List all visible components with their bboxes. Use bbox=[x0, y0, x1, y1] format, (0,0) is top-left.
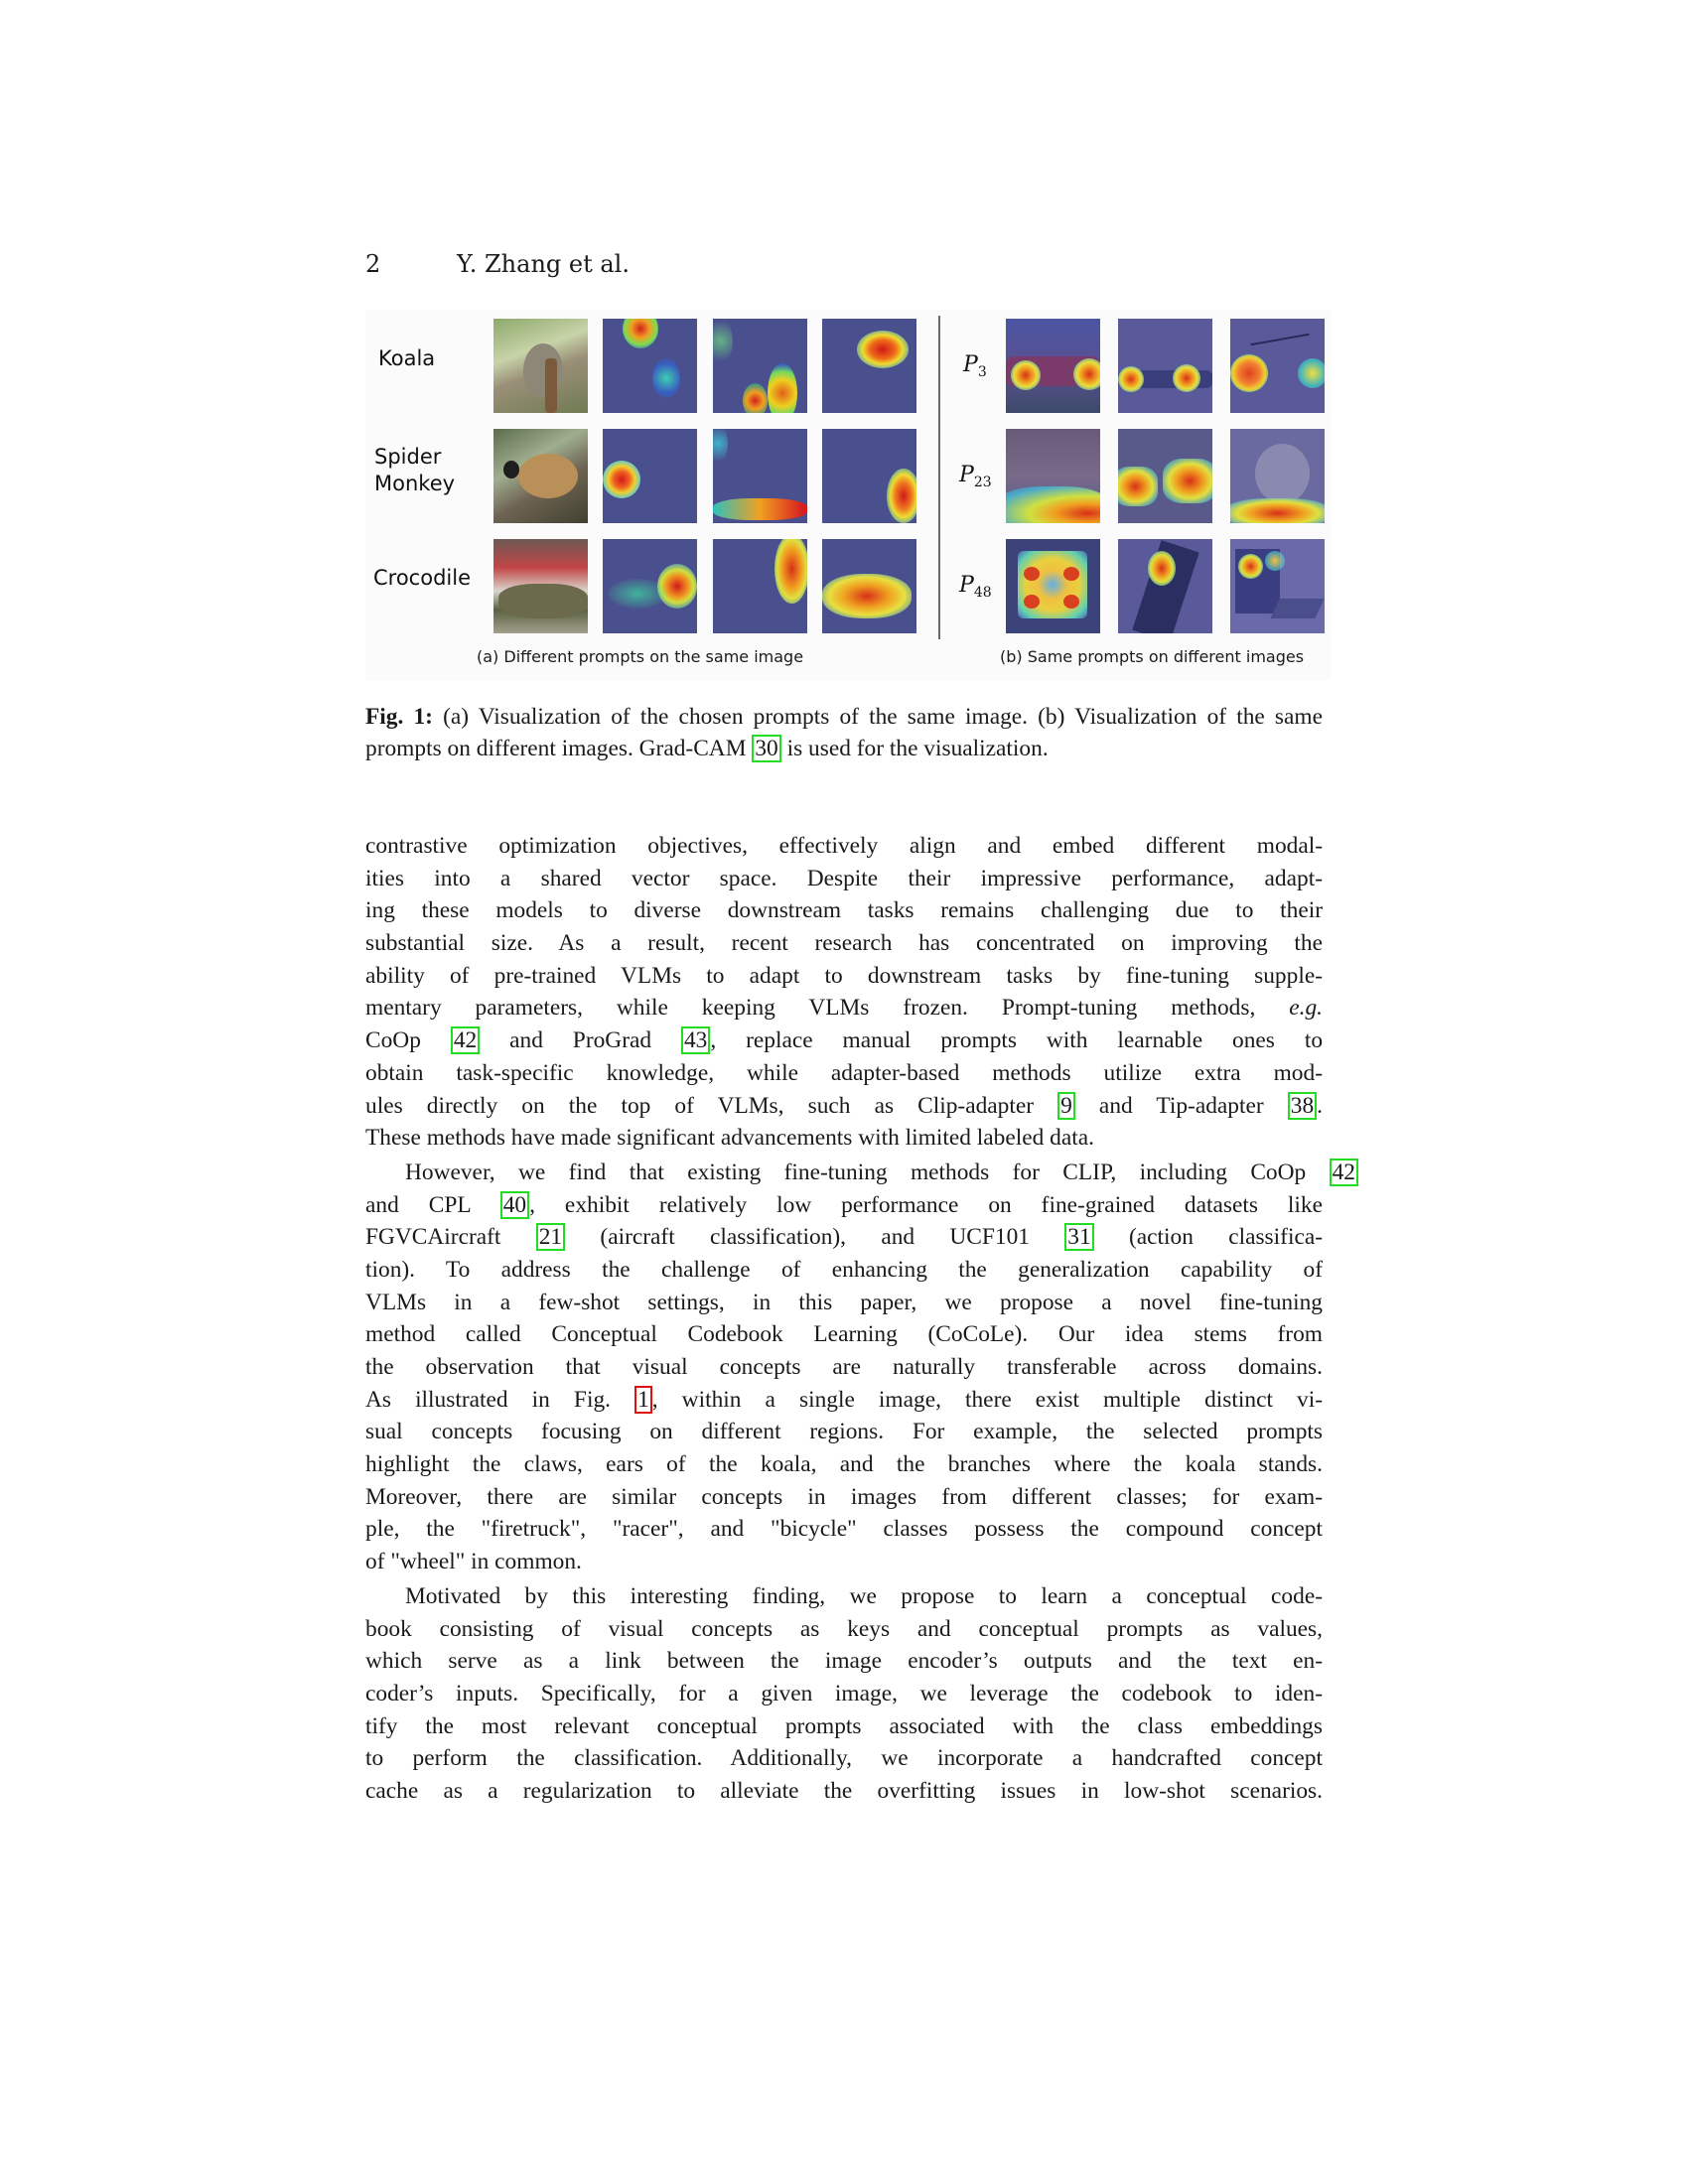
text-line: coder’s inputs. Specifically, for a given image, we leverage the codebook to iden- bbox=[365, 1680, 1323, 1706]
citation-link[interactable]: 42 bbox=[451, 1026, 480, 1054]
text-line: which serve as a link between the image encoder’s outputs and the text en- bbox=[365, 1648, 1323, 1675]
text-line bbox=[365, 1157, 1358, 1189]
text-line: to perform the classification. Additionally, we incorporate a handcrafted concept bbox=[365, 1745, 1323, 1772]
text-line bbox=[365, 1221, 1323, 1254]
atm-heatmap bbox=[1006, 539, 1100, 633]
text-line: method called Conceptual Codebook Learning (CoCoLe). Our idea stems from bbox=[365, 1321, 1323, 1348]
row-label-crocodile bbox=[373, 565, 471, 592]
paragraph-3 bbox=[365, 1580, 1323, 1808]
text-line: ple, the "firetruck", "racer", and "bicycle" classes possess the compound concept bbox=[365, 1516, 1323, 1543]
prompt-index: 48 bbox=[973, 585, 992, 601]
koala-heatmap-3 bbox=[822, 319, 916, 413]
row-label-text: Koala bbox=[378, 346, 436, 370]
row-label-koala bbox=[378, 345, 435, 372]
figure-label: Fig. 1: bbox=[365, 704, 433, 730]
bicycle-heatmap bbox=[1230, 319, 1325, 413]
text-span: (aircraft classification), and UCF101 bbox=[565, 1224, 1065, 1251]
citation-link[interactable]: 38 bbox=[1288, 1092, 1317, 1120]
caption-text: is used for the visualization. bbox=[780, 736, 1049, 761]
koala-original-image bbox=[493, 319, 588, 413]
citation-link[interactable]: 31 bbox=[1064, 1223, 1093, 1251]
text-span: , within a single image, there exist multiple distinct vi- bbox=[651, 1386, 1324, 1413]
caption-text: (a) Visualization of the chosen prompts of the same image. (b) Visualization of the same prompts on different images. Grad-CAM bbox=[365, 704, 1323, 761]
text-line: ability of pre-trained VLMs to adapt to downstream tasks by fine-tuning supple- bbox=[365, 962, 1323, 989]
text-line: tion). To address the challenge of enhancing the generalization capability of bbox=[365, 1256, 1323, 1283]
text-span: (action classifica- bbox=[1093, 1224, 1324, 1251]
spider-monkey-original-image bbox=[493, 429, 588, 523]
paragraph-1 bbox=[365, 830, 1323, 1155]
subcaption-b: (b) Same prompts on different images bbox=[1000, 647, 1305, 666]
text-span: As illustrated in Fig. bbox=[365, 1386, 635, 1413]
text-line: tify the most relevant conceptual prompts associated with the class embeddings bbox=[365, 1712, 1323, 1739]
text-span: mentary parameters, while keeping VLMs frozen. Prompt-tuning methods, bbox=[365, 995, 1290, 1022]
running-head: Y. Zhang et al. bbox=[457, 250, 630, 278]
text-span: and Tip-adapter bbox=[1074, 1092, 1288, 1119]
text-span-italic: e.g. bbox=[1289, 995, 1323, 1022]
husky-heatmap bbox=[1230, 429, 1325, 523]
page-number: 2 bbox=[365, 250, 381, 278]
text-line: obtain task-specific knowledge, while adapter-based methods utilize extra mod- bbox=[365, 1059, 1323, 1086]
p23-image-1-heatmap bbox=[1006, 429, 1100, 523]
spider-monkey-heatmap-2 bbox=[713, 429, 807, 523]
text-span: and CPL bbox=[365, 1191, 500, 1218]
text-span: CoOp bbox=[365, 1027, 451, 1054]
text-line: Moreover, there are similar concepts in images from different classes; for exam- bbox=[365, 1483, 1323, 1510]
text-line: ing these models to diverse downstream tasks remains challenging due to their bbox=[365, 897, 1323, 924]
text-line: ities into a shared vector space. Despite their impressive performance, adapt- bbox=[365, 865, 1323, 891]
text-line: VLMs in a few-shot settings, in this paper, we propose a novel fine-tuning bbox=[365, 1289, 1323, 1315]
text-line: the observation that visual concepts are naturally transferable across domains. bbox=[365, 1354, 1323, 1380]
text-span: However, we find that existing fine-tuning methods for CLIP, including CoOp bbox=[405, 1159, 1330, 1185]
figure-caption bbox=[365, 701, 1323, 764]
text-line bbox=[365, 1024, 1323, 1057]
panel-divider bbox=[938, 316, 940, 639]
prompt-symbol: P bbox=[959, 573, 974, 598]
laptop-heatmap bbox=[1230, 539, 1325, 633]
racer-heatmap bbox=[1118, 319, 1212, 413]
row-label-text: Spider bbox=[374, 445, 442, 469]
subcaption-a: (a) Different prompts on the same image bbox=[477, 647, 804, 666]
text-span: , replace manual prompts with learnable ones to bbox=[710, 1027, 1324, 1054]
crocodile-heatmap-2 bbox=[713, 539, 807, 633]
koala-heatmap-1 bbox=[603, 319, 697, 413]
text-line: cache as a regularization to alleviate the overfitting issues in low-shot scenarios. bbox=[365, 1777, 1323, 1804]
citation-link[interactable]: 43 bbox=[681, 1026, 710, 1054]
prompt-label-p48 bbox=[959, 573, 992, 601]
text-line: sual concepts focusing on different regions. For example, the selected prompts bbox=[365, 1419, 1323, 1445]
text-line: These methods have made significant advancements with limited labeled data. bbox=[365, 1125, 1094, 1152]
body-text bbox=[365, 830, 1355, 1808]
figure-1 bbox=[365, 310, 1331, 681]
text-span: . bbox=[1317, 1092, 1323, 1119]
row-label-spider-monkey bbox=[374, 444, 455, 497]
firetruck-heatmap bbox=[1006, 319, 1100, 413]
text-span: ules directly on the top of VLMs, such as Clip-adapter bbox=[365, 1092, 1058, 1119]
text-line bbox=[365, 1090, 1323, 1123]
prompt-index: 3 bbox=[977, 364, 987, 380]
text-line: contrastive optimization objectives, effectively align and embed different modal- bbox=[365, 833, 1323, 859]
crocodile-heatmap-1 bbox=[603, 539, 697, 633]
cellphone-heatmap bbox=[1118, 539, 1212, 633]
text-line: book consisting of visual concepts as keys and conceptual prompts as values, bbox=[365, 1615, 1323, 1642]
text-line: highlight the claws, ears of the koala, and the branches where the koala stands. bbox=[365, 1451, 1323, 1478]
prompt-symbol: P bbox=[959, 463, 974, 487]
crocodile-original-image bbox=[493, 539, 588, 633]
prompt-index: 23 bbox=[973, 475, 992, 490]
citation-link[interactable]: 30 bbox=[752, 735, 780, 762]
spider-monkey-heatmap-3 bbox=[822, 429, 916, 523]
citation-link[interactable]: 21 bbox=[536, 1223, 565, 1251]
citation-link[interactable]: 9 bbox=[1057, 1092, 1075, 1120]
text-line: substantial size. As a result, recent research has concentrated on improving the bbox=[365, 930, 1323, 957]
figure-reference-link[interactable]: 1 bbox=[634, 1386, 652, 1414]
row-label-text: Monkey bbox=[374, 472, 456, 495]
citation-link[interactable]: 40 bbox=[500, 1191, 529, 1219]
citation-link[interactable]: 42 bbox=[1330, 1159, 1358, 1186]
p23-image-2-heatmap bbox=[1118, 429, 1212, 523]
text-span: , exhibit relatively low performance on fine-grained datasets like bbox=[529, 1191, 1324, 1218]
prompt-label-p23 bbox=[959, 463, 992, 490]
crocodile-heatmap-3 bbox=[822, 539, 916, 633]
paragraph-2 bbox=[365, 1157, 1355, 1578]
text-line bbox=[365, 1189, 1323, 1222]
prompt-label-p3 bbox=[963, 352, 987, 380]
text-span: FGVCAircraft bbox=[365, 1224, 536, 1251]
koala-heatmap-2 bbox=[713, 319, 807, 413]
text-line: of "wheel" in common. bbox=[365, 1549, 582, 1575]
text-line bbox=[365, 992, 1323, 1024]
spider-monkey-heatmap-1 bbox=[603, 429, 697, 523]
text-line bbox=[365, 1384, 1323, 1417]
text-line: Motivated by this interesting finding, we propose to learn a conceptual code- bbox=[405, 1582, 1323, 1609]
row-label-text: Crocodile bbox=[373, 566, 471, 590]
prompt-symbol: P bbox=[963, 352, 978, 377]
text-span: and ProGrad bbox=[480, 1027, 681, 1054]
